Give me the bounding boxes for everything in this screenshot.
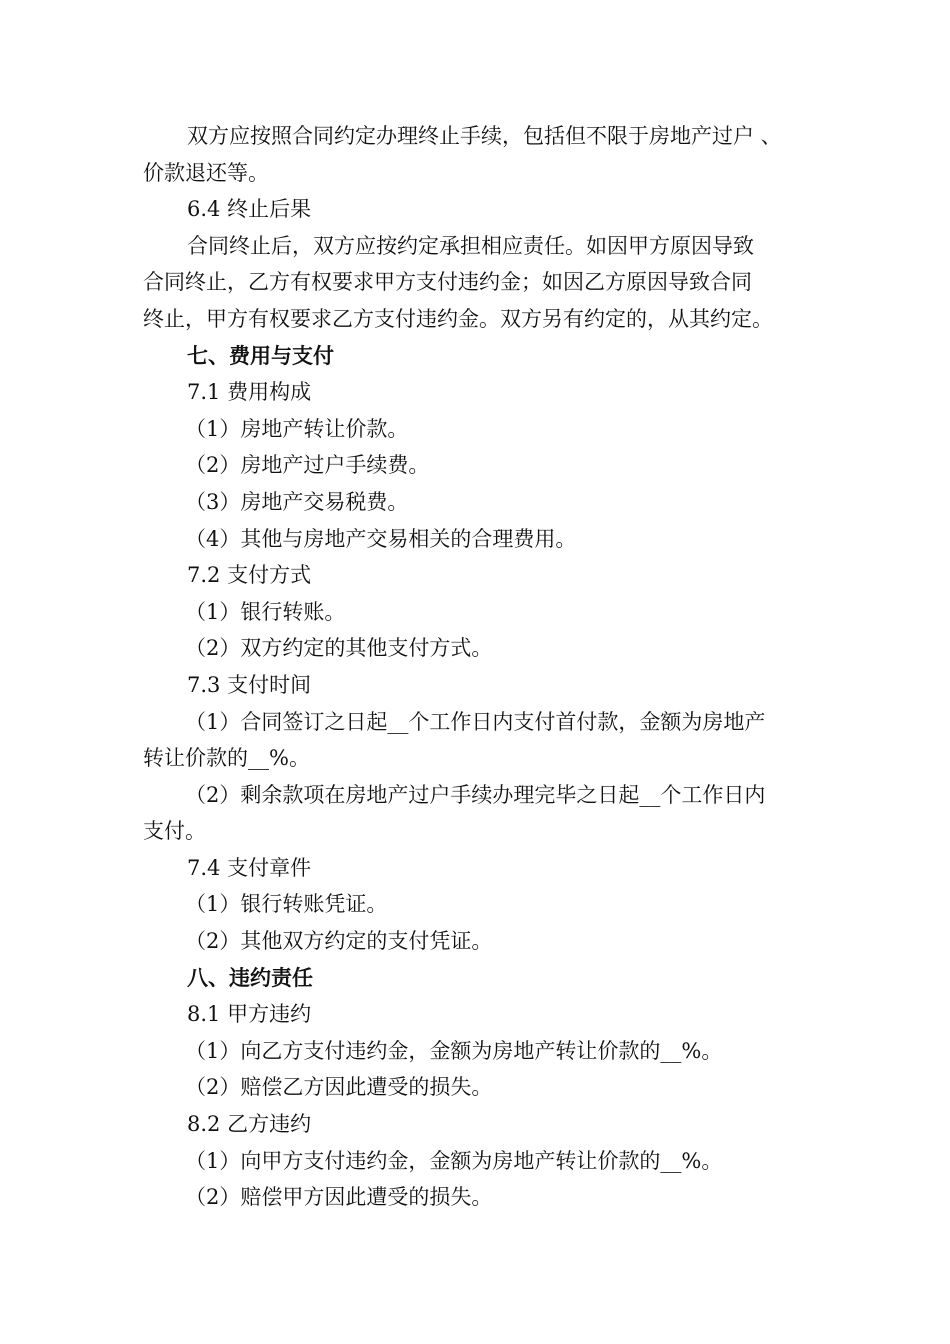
list-item: （2）剩余款项在房地产过户手续办理完毕之日起__个工作日内 [185,782,766,807]
clause-heading: 7.2 支付方式 [187,563,312,588]
clause-heading: 8.2 乙方违约 [187,1112,312,1137]
list-item: （1）银行转账凭证。 [185,892,388,917]
list-item: （2）房地产过户手续费。 [185,453,430,478]
list-item: （2）赔偿乙方因此遭受的损失。 [185,1075,493,1100]
clause-heading: 7.1 费用构成 [187,380,312,405]
list-item: （2）其他双方约定的支付凭证。 [185,929,493,954]
text-line: 终止，甲方有权要求乙方支付违约金。双方另有约定的，从其约定。 [143,306,773,331]
section-heading: 八、违约责任 [187,964,313,990]
list-item: （4）其他与房地产交易相关的合理费用。 [185,526,577,551]
text-line: 双方应按照合同约定办理终止手续，包括但不限于房地产过户 、 [187,124,782,148]
text-line: 支付。 [143,819,206,844]
list-item: （1）向甲方支付违约金，金额为房地产转让价款的__%。 [185,1148,723,1173]
list-item: （1）向乙方支付违约金，金额为房地产转让价款的__%。 [185,1038,723,1063]
clause-heading: 7.4 支付章件 [187,855,312,880]
list-item: （3）房地产交易税费。 [185,489,409,514]
text-line: 合同终止，乙方有权要求甲方支付违约金；如因乙方原因导致合同 [143,270,752,295]
text-line: 转让价款的__%。 [143,746,310,771]
text-line: 价款退还等。 [143,160,269,185]
list-item: （1）房地产转让价款。 [185,416,409,441]
clause-heading: 6.4 终止后果 [187,197,312,222]
document-body [143,118,813,1216]
list-item: （1）银行转账。 [185,599,346,624]
text-line: 合同终止后，双方应按约定承担相应责任。如因甲方原因导致 [187,233,754,258]
clause-heading: 8.1 甲方违约 [187,1002,312,1027]
clause-heading: 7.3 支付时间 [187,672,312,697]
section-heading: 七、费用与支付 [187,342,334,368]
list-item: （1）合同签订之日起__个工作日内支付首付款，金额为房地产 [185,709,766,734]
list-item: （2）双方约定的其他支付方式。 [185,636,493,661]
list-item: （2）赔偿甲方因此遭受的损失。 [185,1185,493,1210]
